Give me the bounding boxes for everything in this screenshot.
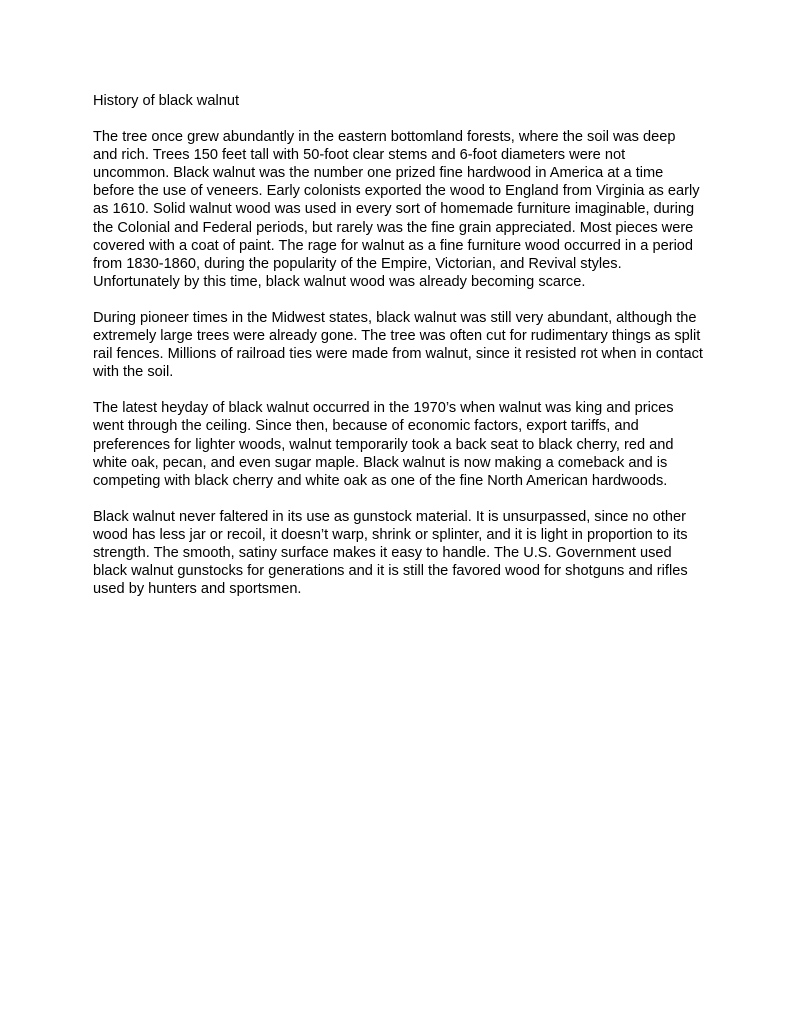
paragraph-4: Black walnut never faltered in its use as gunstock material. It is unsurpassed, since no other wood has less jar or recoil, it doesn’t warp, shrink or splinter, and it is light in proportion to its strength. The smooth, satiny surface makes it easy to handle. The U.S. Government used black walnut gunstocks for generations and it is still the favored wood for shotguns and rifles used by hunters and sportsmen. — [93, 508, 688, 598]
document-title: History of black walnut — [93, 93, 239, 109]
paragraph-2: During pioneer times in the Midwest states, black walnut was still very abundant, although the extremely large trees were already gone. The tree was often cut for rudimentary things as split rail fences. Millions of railroad ties were made from walnut, since it resisted rot when in contact with the soil. — [93, 309, 703, 381]
paragraph-1: The tree once grew abundantly in the eastern bottomland forests, where the soil was deep and rich. Trees 150 feet tall with 50-foot clear stems and 6-foot diameters were not uncommon. Black walnut was the number one prized fine hardwood in America at a time before the use of veneers. Early colonists exported the wood to England from Virginia as early as 1610. Solid walnut wood was used in every sort of homemade furniture imaginable, during the Colonial and Federal periods, but rarely was the fine grain appreciated. Most pieces were covered with a coat of paint. The rage for walnut as a fine furniture wood occurred in a period from 1830-1860, during the popularity of the Empire, Victorian, and Revival styles. Unfortunately by this time, black walnut wood was already becoming scarce. — [93, 129, 700, 290]
paragraph-3: The latest heyday of black walnut occurred in the 1970’s when walnut was king and prices went through the ceiling. Since then, because of economic factors, export tariffs, and preferences for lighter woods, walnut temporarily took a back seat to black cherry, red and white oak, pecan, and even sugar maple. Black walnut is now making a comeback and is competing with black cherry and white oak as one of the fine North American hardwoods. — [93, 400, 674, 489]
document-body — [93, 92, 703, 616]
